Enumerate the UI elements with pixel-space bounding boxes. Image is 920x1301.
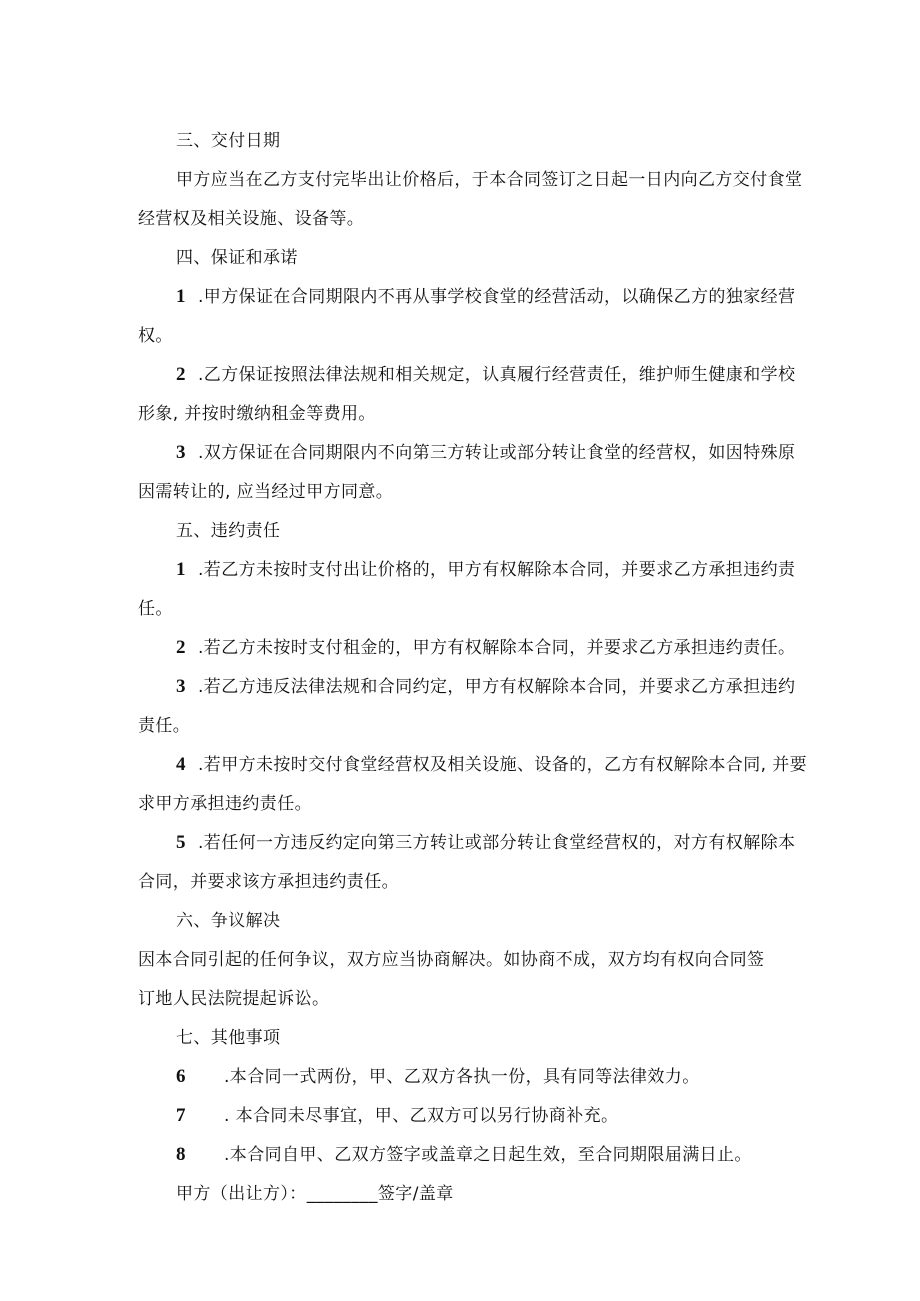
section-7-title: 七、其他事项 [176,1028,281,1048]
item-number: 5 [176,832,186,853]
item-number: 1 [176,559,186,580]
item-number: 6 [176,1066,186,1087]
signature-blank: ________ [306,1184,378,1204]
section-4-item-1-cont: 权。 [138,326,173,346]
section-5-item-2 [176,637,795,659]
section-4-item-2-cont: 形象, 并按时缴纳租金等费用。 [138,404,376,424]
item-text: . 本合同未尽事宜，甲、乙双方可以另行协商补充。 [224,1106,619,1126]
item-number: 7 [176,1105,186,1126]
item-number: 3 [176,442,186,463]
section-7-item-6 [176,1066,700,1088]
section-4-item-1 [176,286,795,308]
signature-line [176,1183,454,1205]
section-6-title: 六、争议解决 [176,911,281,931]
item-text: .若乙方未按时支付出让价格的，甲方有权解除本合同，并要求乙方承担违约责 [198,560,796,580]
section-5-title: 五、违约责任 [176,521,281,541]
item-text: .甲方保证在合同期限内不再从事学校食堂的经营活动，以确保乙方的独家经营 [198,287,796,307]
section-4-item-3-cont: 因需转让的, 应当经过甲方同意。 [138,482,394,502]
section-5-item-1-cont: 任。 [138,599,173,619]
item-number: 8 [176,1144,186,1165]
item-text: .若乙方未按时支付租金的，甲方有权解除本合同，并要求乙方承担违约责任。 [198,638,796,658]
item-text: .双方保证在合同期限内不向第三方转让或部分转让食堂的经营权，如因特殊原 [198,443,796,463]
signature-label: 甲方（出让方）： [176,1184,307,1204]
signature-suffix: 签字/盖章 [377,1184,454,1204]
section-4-item-3 [176,442,795,464]
section-3-paragraph-line1: 甲方应当在乙方支付完毕出让价格后，于本合同签订之日起一日内向乙方交付食堂 [176,170,803,190]
section-3-title: 三、交付日期 [176,131,281,151]
section-4-title: 四、保证和承诺 [176,248,298,268]
item-number: 3 [176,676,186,697]
item-text: .乙方保证按照法律法规和相关规定，认真履行经营责任，维护师生健康和学校 [198,365,796,385]
section-7-item-7 [176,1105,618,1127]
item-number: 1 [176,286,186,307]
item-text: .若任何一方违反约定向第三方转让或部分转让食堂经营权的，对方有权解除本 [198,833,796,853]
item-number: 2 [176,364,186,385]
section-5-item-5-cont: 合同，并要求该方承担违约责任。 [138,872,399,892]
section-5-item-3 [176,676,795,698]
section-5-item-4 [176,754,807,776]
section-5-item-3-cont: 责任。 [138,716,191,736]
section-4-item-2 [176,364,795,386]
section-5-item-5 [176,832,795,854]
section-3-paragraph-line2: 经营权及相关设施、设备等。 [138,209,365,229]
item-text: .本合同一式两份，甲、乙双方各执一份，具有同等法律效力。 [224,1067,700,1087]
section-7-item-8 [176,1144,752,1166]
item-number: 4 [176,754,186,775]
item-text: .本合同自甲、乙双方签字或盖章之日起生效，至合同期限届满日止。 [224,1145,752,1165]
section-5-item-4-cont: 求甲方承担违约责任。 [138,794,312,814]
section-6-paragraph-line2: 订地人民法院提起诉讼。 [138,989,330,1009]
item-text: .若乙方违反法律法规和合同约定，甲方有权解除本合同，并要求乙方承担违约 [198,677,796,697]
item-number: 2 [176,637,186,658]
section-6-paragraph-line1: 因本合同引起的任何争议，双方应当协商解决。如协商不成，双方均有权向合同签 [138,950,765,970]
section-5-item-1 [176,559,795,581]
item-text: .若甲方未按时交付食堂经营权及相关设施、设备的，乙方有权解除本合同, 并要 [198,755,808,775]
